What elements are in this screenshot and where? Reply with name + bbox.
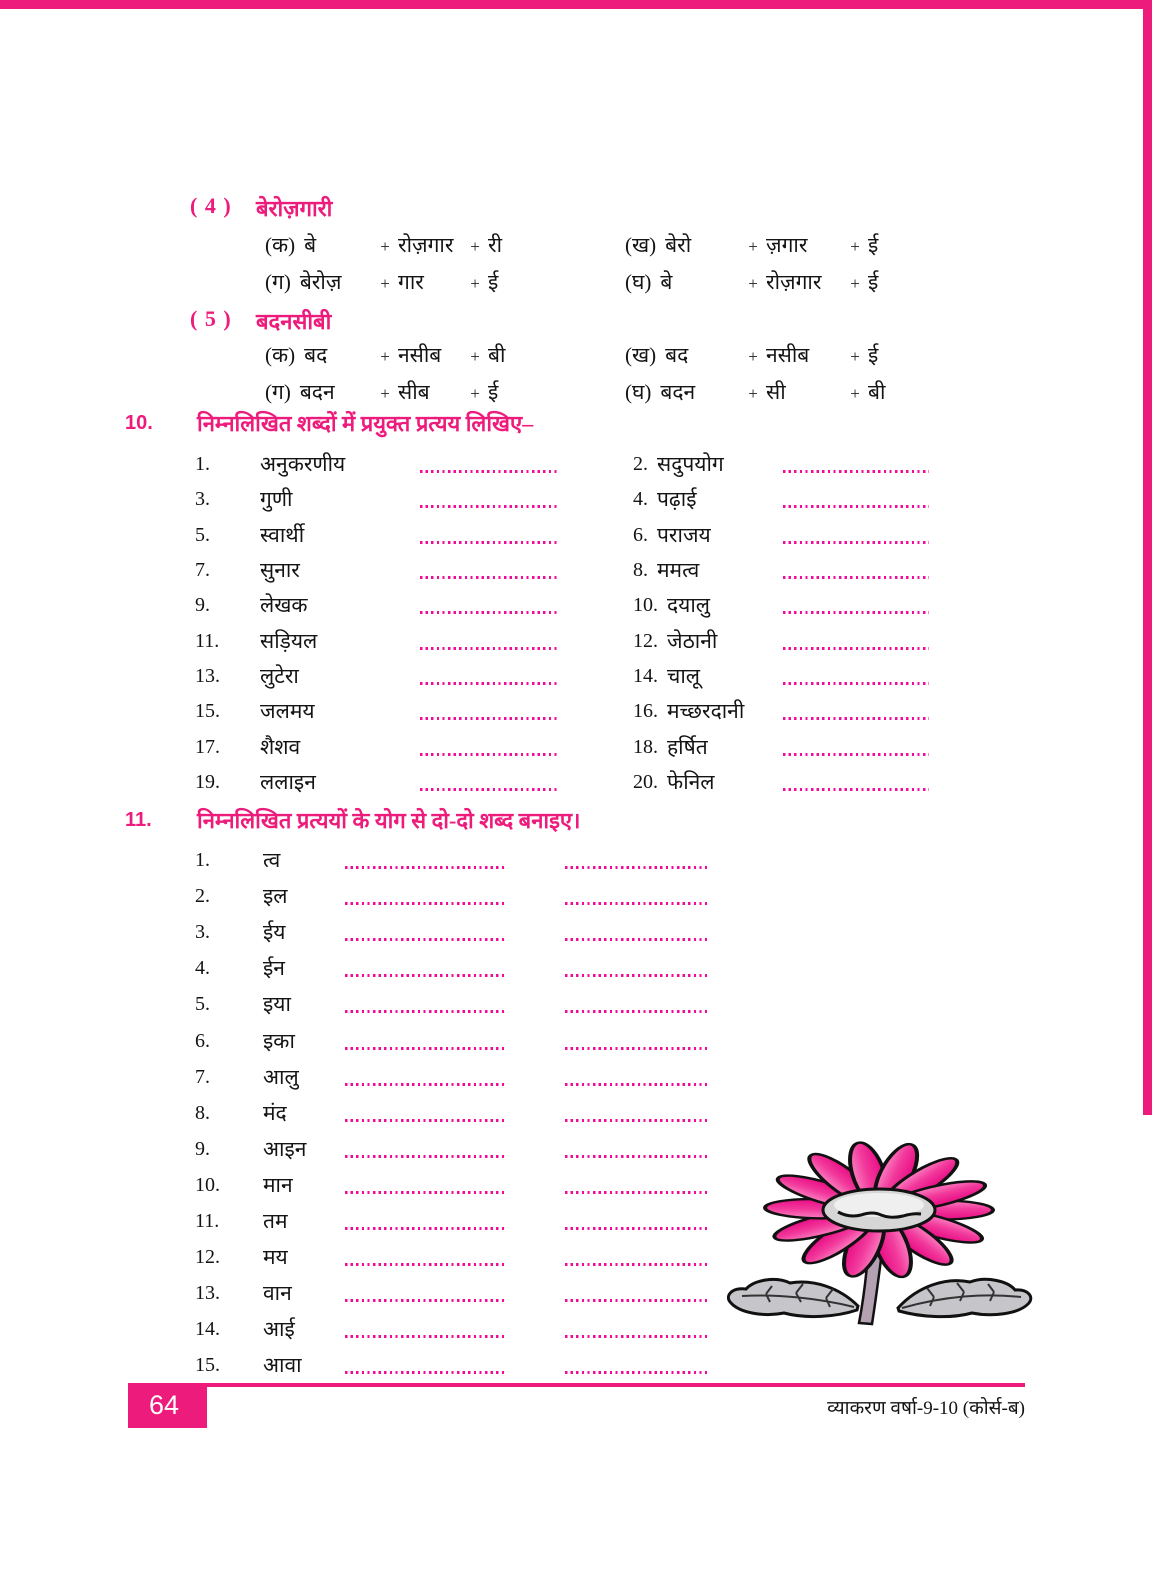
answer-blank (420, 788, 557, 791)
answer-blank (420, 647, 557, 650)
plus-sign: + (470, 237, 480, 256)
answer-blank (345, 1155, 505, 1158)
answer-blank (565, 1119, 707, 1122)
answer-blank (783, 541, 929, 544)
item-number: 6. (633, 523, 648, 546)
plus-sign: + (850, 347, 860, 366)
answer-blank (565, 1371, 707, 1374)
plus-sign: + (380, 384, 390, 403)
option-part: ई (868, 233, 879, 257)
item-word: शैशव (260, 734, 301, 759)
plus-sign: + (748, 384, 758, 403)
exercise-row (0, 553, 1140, 588)
exercise-row (0, 624, 1140, 659)
plus-sign: + (748, 347, 758, 366)
exercise-row (0, 765, 1140, 800)
item-number: 15. (195, 1354, 220, 1377)
option-part: बे (304, 233, 317, 257)
item-number: 10. (195, 1173, 220, 1196)
answer-blank (783, 753, 929, 756)
plus-sign: + (850, 384, 860, 403)
option-part: बेरोज़ (299, 270, 342, 294)
plus-sign: + (748, 274, 758, 293)
plus-sign: + (850, 274, 860, 293)
option-letter: (घ) (625, 380, 652, 404)
option-part: गार (398, 270, 424, 294)
item-number: 15. (195, 700, 220, 723)
item-word: हर्षित (667, 734, 708, 759)
answer-blank (565, 866, 707, 869)
answer-blank (345, 1227, 505, 1230)
answer-blank (783, 505, 929, 508)
item-number: 12. (633, 629, 658, 652)
answer-blank (783, 717, 929, 720)
answer-blank (565, 974, 707, 977)
mcq-option (625, 341, 878, 369)
item-word: लुटेरा (260, 664, 299, 689)
option-part: ई (488, 380, 499, 404)
option-letter: (क) (265, 343, 296, 367)
item-number: 4. (633, 488, 648, 511)
item-word: चालू (667, 664, 701, 689)
option-part: नसीब (766, 343, 810, 367)
item-word: फेनिल (667, 770, 715, 795)
item-number: 2. (195, 885, 210, 908)
item-word: दयालु (667, 593, 711, 618)
answer-blank (345, 1191, 505, 1194)
answer-blank (783, 647, 929, 650)
answer-blank (345, 866, 505, 869)
item-word: गुणी (260, 487, 293, 512)
mcq-question-word: बेरोज़गारी (256, 196, 333, 221)
item-number: 8. (195, 1101, 210, 1124)
plus-sign: + (748, 237, 758, 256)
option-part: बेरो (665, 233, 692, 257)
option-part: रोज़गार (398, 233, 454, 257)
item-word: जलमय (260, 699, 315, 724)
item-word: जेठानी (667, 628, 718, 653)
plus-sign: + (470, 347, 480, 366)
question-number: 10. (125, 412, 153, 434)
suffix-word: ईय (263, 920, 286, 945)
option-part: ज़गार (766, 233, 808, 257)
book-title: व्याकरण वर्षा-9-10 (कोर्स-ब) (827, 1398, 1025, 1419)
item-number: 2. (633, 453, 648, 475)
answer-blank (345, 1047, 505, 1050)
item-number: 14. (195, 1318, 220, 1341)
option-letter-group (265, 268, 372, 296)
option-part: बद (304, 343, 328, 367)
answer-blank (783, 682, 929, 685)
answer-blank (345, 1083, 505, 1086)
option-letter: (घ) (625, 270, 652, 294)
mcq-question-word: बदनसीबी (256, 309, 332, 334)
item-number: 3. (195, 921, 210, 944)
answer-blank (420, 541, 557, 544)
answer-blank (565, 1335, 707, 1338)
question-number: 11. (125, 809, 152, 831)
item-word: लेखक (260, 593, 308, 618)
item-pair (633, 659, 700, 694)
option-part: सी (766, 380, 786, 404)
answer-blank (565, 902, 707, 905)
suffix-word: इल (263, 884, 288, 909)
item-pair (633, 765, 715, 800)
item-word: अनुकरणीय (260, 452, 346, 476)
item-number: 17. (195, 735, 220, 758)
answer-blank (565, 1263, 707, 1266)
item-pair (633, 482, 697, 517)
item-number: 5. (195, 523, 210, 546)
item-number: 7. (195, 559, 210, 582)
item-pair (633, 694, 744, 729)
option-letter: (ख) (625, 343, 657, 367)
answer-blank (420, 611, 557, 614)
mcq-question-number: ( 5 ) (190, 306, 232, 331)
option-letter: (क) (265, 233, 296, 257)
item-word: ममत्व (657, 558, 700, 583)
option-letter-group (625, 231, 740, 259)
item-number: 3. (195, 488, 210, 511)
answer-blank (420, 717, 557, 720)
item-word: पराजय (657, 522, 711, 547)
item-word: मच्छरदानी (667, 699, 745, 724)
page-number: 64 (149, 1390, 180, 1420)
answer-blank (783, 576, 929, 579)
suffix-row (0, 950, 1140, 986)
option-letter-group (625, 268, 740, 296)
answer-blank (420, 753, 557, 756)
answer-blank (783, 788, 929, 791)
answer-blank (345, 1263, 505, 1266)
suffix-word: इका (263, 1028, 295, 1053)
exercise-row (0, 482, 1140, 517)
option-letter-group (265, 378, 372, 406)
question-heading: निम्नलिखित प्रत्ययों के योग से दो-दो शब्द बनाइए। (197, 808, 581, 833)
mcq-option (625, 268, 878, 296)
item-number: 10. (633, 594, 658, 617)
option-letter-group (265, 231, 372, 259)
answer-blank (783, 611, 929, 614)
option-part: नसीब (398, 343, 442, 367)
answer-blank (345, 902, 505, 905)
option-letter: (ग) (265, 270, 291, 294)
item-number: 12. (195, 1246, 220, 1269)
suffix-word: आवा (263, 1353, 302, 1378)
suffix-row (0, 914, 1140, 950)
right-border (1143, 0, 1152, 1115)
item-number: 7. (195, 1065, 210, 1088)
suffix-word: त्व (263, 848, 281, 872)
option-part: बदन (299, 380, 335, 404)
item-pair (633, 624, 717, 659)
suffix-row (0, 1023, 1140, 1059)
answer-blank (565, 1083, 707, 1086)
mcq-option-row (0, 341, 1152, 368)
mcq-option-row (0, 268, 1152, 295)
mcq-option (625, 378, 885, 406)
item-pair (633, 447, 724, 482)
item-number: 19. (195, 771, 220, 794)
answer-blank (565, 938, 707, 941)
mcq-option (265, 378, 498, 406)
item-word: पढ़ाई (657, 487, 697, 512)
option-letter-group (265, 341, 372, 369)
page-number-box (128, 1387, 207, 1428)
item-number: 11. (195, 1210, 220, 1232)
suffix-row (0, 986, 1140, 1022)
option-part: ई (868, 270, 879, 294)
item-number: 9. (195, 1137, 210, 1160)
suffix-word: मंद (263, 1100, 287, 1125)
item-number: 5. (195, 993, 210, 1016)
item-number: 4. (195, 957, 210, 980)
item-number: 1. (195, 849, 210, 871)
option-part: बे (660, 270, 673, 294)
item-pair (633, 518, 711, 553)
answer-blank (783, 470, 929, 473)
answer-blank (345, 1335, 505, 1338)
option-letter-group (625, 341, 740, 369)
answer-blank (565, 1191, 707, 1194)
option-letter-group (625, 378, 740, 406)
mcq-option-row (0, 231, 1152, 258)
item-number: 6. (195, 1029, 210, 1052)
suffix-word: मय (263, 1245, 288, 1270)
answer-blank (345, 938, 505, 941)
option-part: ई (868, 343, 879, 367)
option-part: बी (868, 380, 886, 404)
option-part: बदन (660, 380, 696, 404)
mcq-question-heading (0, 193, 1152, 220)
option-part: रोज़गार (766, 270, 822, 294)
suffix-word: आई (263, 1317, 295, 1342)
suffix-row (0, 1059, 1140, 1095)
answer-blank (345, 1010, 505, 1013)
item-number: 13. (195, 665, 220, 688)
item-pair (633, 730, 708, 765)
answer-blank (420, 470, 557, 473)
exercise-row (0, 694, 1140, 729)
answer-blank (420, 505, 557, 508)
item-number: 8. (633, 559, 648, 582)
plus-sign: + (380, 237, 390, 256)
item-number: 16. (633, 700, 658, 723)
flower-leaves (728, 1279, 1030, 1316)
exercise-row (0, 518, 1140, 553)
exercise-row (0, 588, 1140, 623)
plus-sign: + (850, 237, 860, 256)
option-part: बद (665, 343, 689, 367)
answer-blank (565, 1155, 707, 1158)
item-number: 14. (633, 665, 658, 688)
item-number: 20. (633, 771, 658, 794)
exercise-row (0, 730, 1140, 765)
item-word: सुनार (260, 558, 300, 583)
suffix-row (0, 1347, 1140, 1383)
answer-blank (420, 576, 557, 579)
answer-blank (345, 1299, 505, 1302)
mcq-option (265, 231, 502, 259)
plus-sign: + (380, 347, 390, 366)
item-word: सड़ियल (260, 628, 318, 653)
item-pair (633, 588, 710, 623)
answer-blank (565, 1227, 707, 1230)
item-word: सदुपयोग (657, 452, 724, 476)
plus-sign: + (380, 274, 390, 293)
suffix-word: मान (263, 1172, 293, 1197)
suffix-word: आइन (263, 1136, 307, 1161)
mcq-option (265, 268, 498, 296)
suffix-word: वान (263, 1281, 292, 1306)
footer-rule (128, 1383, 1025, 1387)
answer-blank (345, 1371, 505, 1374)
suffix-word: इया (263, 992, 291, 1017)
mcq-option (265, 341, 505, 369)
answer-blank (565, 1047, 707, 1050)
item-number: 18. (633, 735, 658, 758)
item-number: 1. (195, 453, 210, 475)
exercise-row (0, 447, 1140, 482)
mcq-question-heading (0, 306, 1152, 333)
answer-blank (420, 682, 557, 685)
item-pair (633, 553, 699, 588)
item-word: ललाइन (260, 770, 316, 795)
item-number: 11. (195, 629, 220, 652)
option-part: बी (488, 343, 506, 367)
mcq-option (625, 231, 878, 259)
mcq-option-row (0, 378, 1152, 405)
exercise-row (0, 659, 1140, 694)
question-heading: निम्नलिखित शब्दों में प्रयुक्त प्रत्यय लिखिए– (197, 411, 534, 436)
answer-blank (565, 1299, 707, 1302)
option-part: ई (488, 270, 499, 294)
item-number: 9. (195, 594, 210, 617)
option-part: सीब (398, 380, 430, 404)
item-number: 13. (195, 1282, 220, 1305)
flower-illustration (718, 1126, 1040, 1338)
mcq-question-number: ( 4 ) (190, 193, 232, 218)
plus-sign: + (470, 384, 480, 403)
suffix-row (0, 878, 1140, 914)
plus-sign: + (470, 274, 480, 293)
option-letter: (ख) (625, 233, 657, 257)
option-part: री (488, 233, 503, 257)
top-border (0, 0, 1152, 9)
option-letter: (ग) (265, 380, 291, 404)
suffix-word: तम (263, 1209, 288, 1233)
answer-blank (565, 1010, 707, 1013)
answer-blank (345, 1119, 505, 1122)
suffix-word: आलु (263, 1064, 299, 1089)
suffix-row (0, 842, 1140, 878)
item-word: स्वार्थी (260, 522, 305, 547)
answer-blank (345, 974, 505, 977)
suffix-word: ईन (263, 956, 285, 981)
